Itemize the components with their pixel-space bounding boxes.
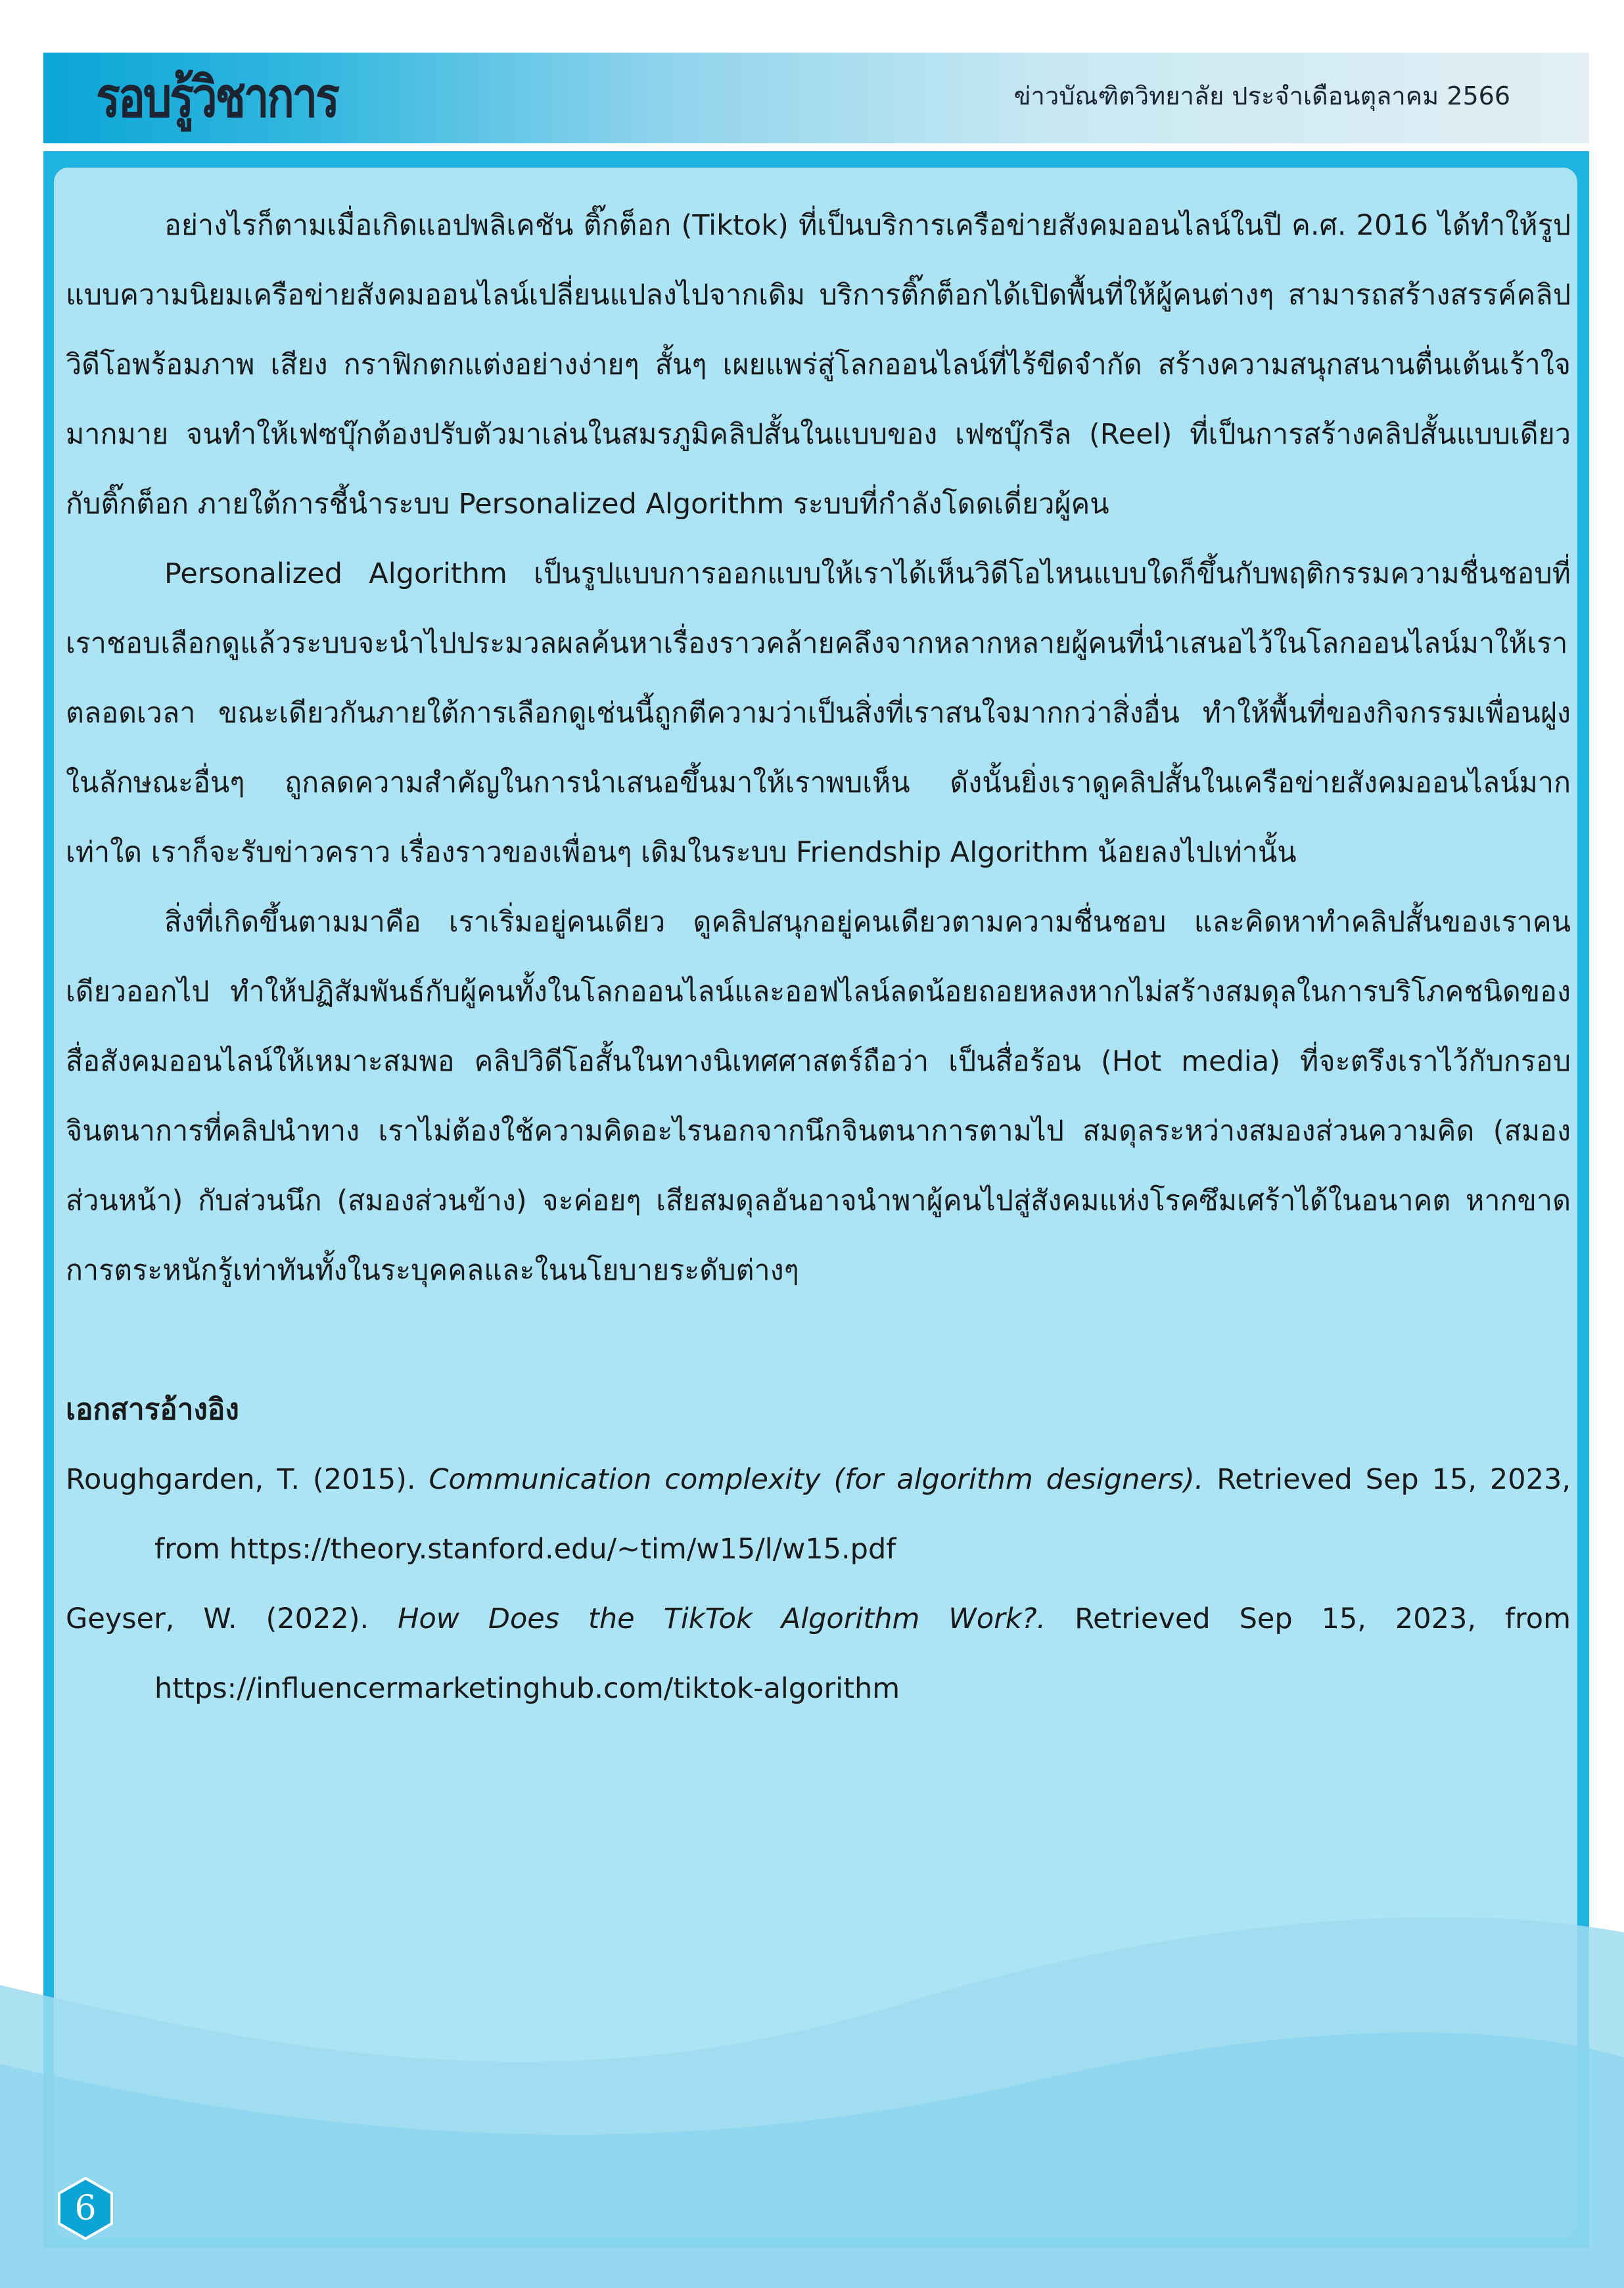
page-number: 6 <box>74 2189 97 2228</box>
decorative-wave <box>0 1906 1624 2288</box>
article-body <box>66 191 1571 1723</box>
reference-item <box>66 1445 1571 1584</box>
reference-source: Retrieved Sep 15, 2023, from https://influencermarketinghub.com/tiktok-algorithm <box>154 1602 1571 1705</box>
issue-info: ข่าวบัณฑิตวิทยาลัย ประจำเดือนตุลาคม 2566 <box>1013 82 1510 110</box>
references-heading: เอกสารอ้างอิง <box>66 1393 239 1426</box>
reference-source: Retrieved Sep 15, 2023, from https://theory.stanford.edu/~tim/w15/l/w15.pdf <box>154 1463 1571 1566</box>
article-paragraph: สิ่งที่เกิดขึ้นตามมาคือ เราเริ่มอยู่คนเดียว ดูคลิปสนุกอยู่คนเดียวตามความชื่นชอบ และคิดหาทำคลิปสั้นของเราคนเดียวออกไป ทำให้ปฏิสัมพันธ์กับผู้คนทั้งในโลกออนไลน์และออฟไลน์ลดน้อยถอยหลงหากไม่สร้างสมดุลในการบริโภคชนิดของสื่อสังคมออนไลน์ให้เหมาะสมพอ คลิปวิดีโอสั้นในทางนิเทศศาสตร์ถือว่า เป็นสื่อร้อน (Hot media) ที่จะตรึงเราไว้กับกรอบจินตนาการที่คลิปนำทาง เราไม่ต้องใช้ความคิดอะไรนอกจากนึกจินตนาการตามไป สมดุลระหว่างสมองส่วนความคิด (สมองส่วนหน้า) กับส่วนนึก (สมองส่วนข้าง) จะค่อยๆ เสียสมดุลอันอาจนำพาผู้คนไปสู่สังคมแห่งโรคซึมเศร้าได้ในอนาคต หากขาดการตระหนักรู้เท่าทันทั้งในระบุคคลและในนโยบายระดับต่างๆ <box>66 906 1571 1287</box>
reference-title: How Does the TikTok Algorithm Work?. <box>398 1602 1046 1635</box>
article-paragraph: Personalized Algorithm เป็นรูปแบบการออกแบบให้เราได้เห็นวิดีโอไหนแบบใดก็ขึ้นกับพฤติกรรมความชื่นชอบที่เราชอบเลือกดูแล้วระบบจะนำไปประมวลผลค้นหาเรื่องราวคล้ายคลึงจากหลากหลายผู้คนที่นำเสนอไว้ในโลกออนไลน์มาให้เราตลอดเวลา ขณะเดียวกันภายใต้การเลือกดูเช่นนี้ถูกตีความว่าเป็นสิ่งที่เราสนใจมากกว่าสิ่งอื่น ทำให้พื้นที่ของกิจกรรมเพื่อนฝูงในลักษณะอื่นๆ ถูกลดความสำคัญในการนำเสนอขึ้นมาให้เราพบเห็น ดังนั้นยิ่งเราดูคลิปสั้นในเครือข่ายสังคมออนไลน์มากเท่าใด เราก็จะรับข่าวคราว เรื่องราวของเพื่อนๆ เดิมในระบบ Friendship Algorithm น้อยลงไปเท่านั้น <box>66 557 1571 869</box>
reference-author: Roughgarden, T. (2015). <box>66 1463 429 1496</box>
reference-title: Communication complexity (for algorithm designers). <box>429 1463 1204 1496</box>
reference-author: Geyser, W. (2022). <box>66 1602 398 1635</box>
header-banner <box>43 53 1589 143</box>
section-title: รอบรู้วิชาการ <box>96 65 338 129</box>
reference-item <box>66 1584 1571 1723</box>
article-paragraph: อย่างไรก็ตามเมื่อเกิดแอปพลิเคชัน ติ๊กต็อก (Tiktok) ที่เป็นบริการเครือข่ายสังคมออนไลน์ในปี ค.ศ. 2016 ได้ทำให้รูปแบบความนิยมเครือข่ายสังคมออนไลน์เปลี่ยนแปลงไปจากเดิม บริการติ๊กต็อกได้เปิดพื้นที่ให้ผู้คนต่างๆ สามารถสร้างสรรค์คลิปวิดีโอพร้อมภาพ เสียง กราฟิกตกแต่งอย่างง่ายๆ สั้นๆ เผยแพร่สู่โลกออนไลน์ที่ไร้ขีดจำกัด สร้างความสนุกสนานตื่นเต้นเร้าใจมากมาย จนทำให้เฟซบุ๊กต้องปรับตัวมาเล่นในสมรภูมิคลิปสั้นในแบบของ เฟซบุ๊กรีล (Reel) ที่เป็นการสร้างคลิปสั้นแบบเดียวกับติ๊กต็อก ภายใต้การชี้นำระบบ Personalized Algorithm ระบบที่กำลังโดดเดี่ยวผู้คน <box>66 209 1571 521</box>
